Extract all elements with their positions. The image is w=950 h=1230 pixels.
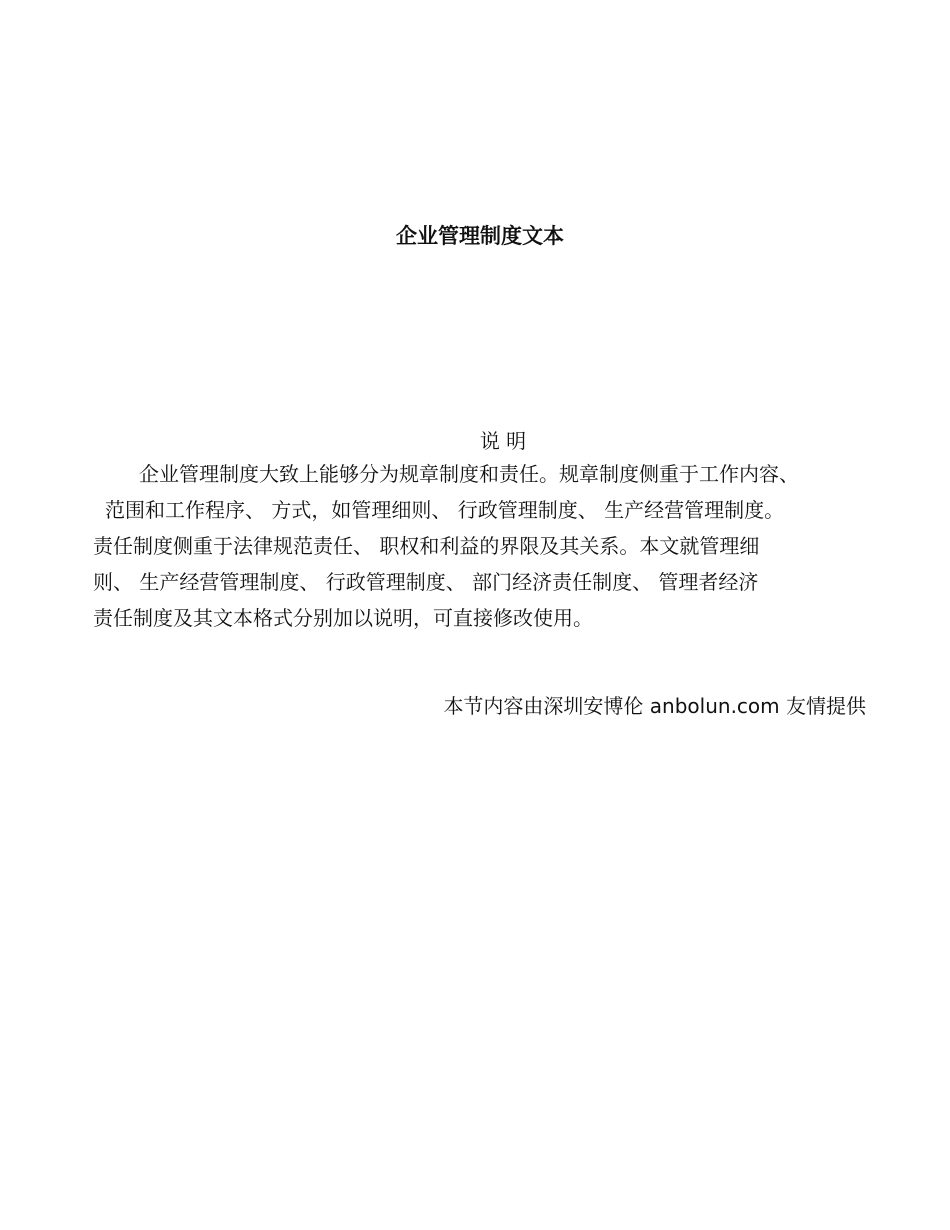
paragraph-line: 责任制度及其文本格式分别加以说明，可直接修改使用。 (93, 606, 593, 630)
paragraph-line: 则、 生产经营管理制度、 行政管理制度、 部门经济责任制度、 管理者经济 (93, 570, 759, 594)
paragraph-line: 范围和工作程序、 方式，如管理细则、 行政管理制度、 生产经营管理制度。 (105, 498, 785, 522)
body-paragraph (93, 456, 893, 636)
paragraph-line: 责任制度侧重于法律规范责任、 职权和利益的界限及其关系。本文就管理细 (93, 534, 760, 558)
document-title: 企业管理制度文本 (396, 224, 564, 248)
source-credit: 本节内容由深圳安博伦 anbolun.com 友情提供 (443, 694, 866, 718)
section-heading: 说 明 (479, 429, 527, 453)
paragraph-line: 企业管理制度大致上能够分为规章制度和责任。规章制度侧重于工作内容、 (139, 462, 799, 486)
